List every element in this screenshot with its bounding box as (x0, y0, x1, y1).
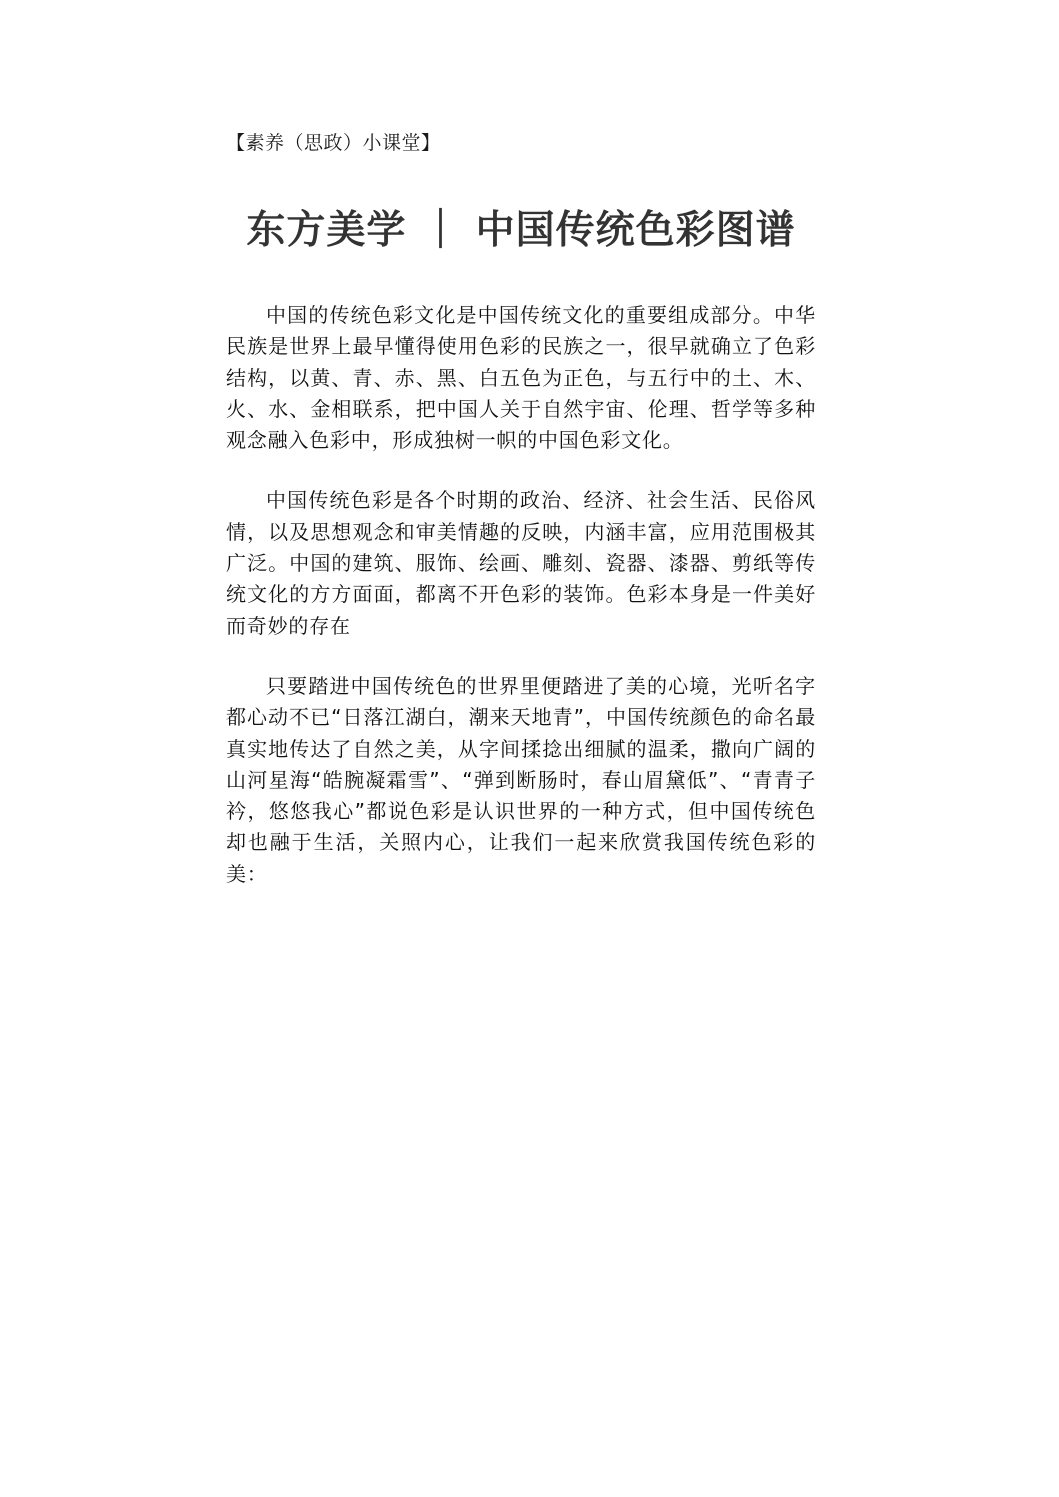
paragraph-3: 只要踏进中国传统色的世界里便踏进了美的心境，光听名字都心动不已“日落江湖白，潮来天地青”，中国传统颜色的命名最真实地传达了自然之美，从字间揉捻出细腻的温柔，撒向广阔的山河星海“皓腕凝霜雪”、“弹到断肠时，春山眉黛低”、“青青子衿，悠悠我心”都说色彩是认识世界的一种方式，但中国传统色却也融于生活，关照内心，让我们一起来欣赏我国传统色彩的美： (226, 673, 816, 886)
section-label: 【素养（思政）小课堂】 (226, 132, 441, 154)
paragraph-1: 中国的传统色彩文化是中国传统文化的重要组成部分。中华民族是世界上最早懂得使用色彩的民族之一，很早就确立了色彩结构，以黄、青、赤、黑、白五色为正色，与五行中的土、木、火、水、金相联系，把中国人关于自然宇宙、伦理、哲学等多种观念融入色彩中，形成独树一帜的中国色彩文化。 (226, 303, 816, 453)
content-column (226, 128, 816, 890)
document-title: 东方美学 ｜ 中国传统色彩图谱 (246, 208, 796, 253)
paragraph-2: 中国传统色彩是各个时期的政治、经济、社会生活、民俗风情，以及思想观念和审美情趣的反映，内涵丰富，应用范围极其广泛。中国的建筑、服饰、绘画、雕刻、瓷器、漆器、剪纸等传统文化的方方面面，都离不开色彩的装饰。色彩本身是一件美好而奇妙的存在 (226, 488, 816, 638)
